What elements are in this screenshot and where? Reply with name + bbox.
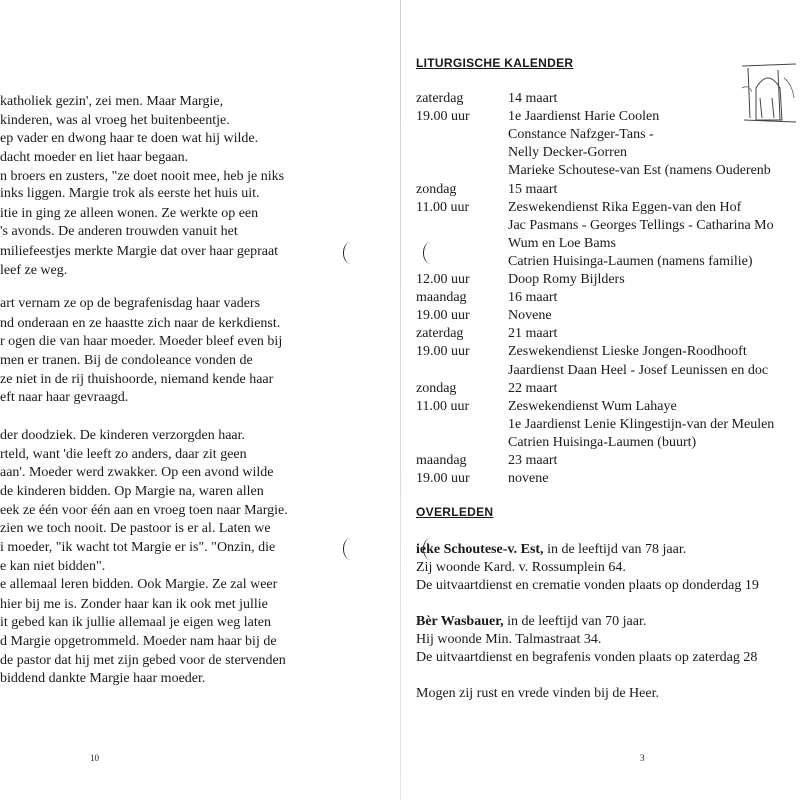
deceased-entry-1-header — [416, 542, 686, 558]
deceased-name: Bèr Wasbauer, — [416, 614, 504, 629]
story-line: aan'. Moeder werd zwakker. Op een avond wilde — [0, 465, 274, 480]
story-line: leef ze weg. — [0, 263, 68, 278]
story-line: rteld, want 'die leeft zo anders, daar zit geen — [0, 447, 247, 462]
calendar-entry: Constance Nafzger-Tans - — [508, 127, 654, 143]
story-line: biddend dankte Margie haar moeder. — [0, 671, 206, 686]
story-line: art vernam ze op de begrafenisdag haar vaders — [0, 296, 261, 311]
story-line: dacht moeder en liet haar begaan. — [0, 150, 189, 165]
story-line: ze niet in de rij thuishoorde, niemand kende haar — [0, 372, 274, 387]
calendar-time-label: 19.00 uur — [416, 344, 470, 360]
deceased-age: in de leeftijd van 70 jaar. — [503, 614, 647, 629]
story-line: d Margie opgetrommeld. Moeder nam haar bij de — [0, 634, 277, 649]
story-line: r ogen die van haar moeder. Moeder bleef even bij — [0, 334, 283, 349]
story-line: 's avonds. De anderen trouwden vanuit het — [0, 224, 238, 239]
calendar-entry: 22 maart — [508, 380, 558, 396]
story-line: miliefeestjes merkte Margie dat over haar gepraat — [0, 244, 279, 259]
story-line: i moeder, "ik wacht tot Margie er is". "Onzin, die — [0, 540, 276, 555]
story-line: zien we toch nooit. De pastoor is er al. Laten we — [0, 521, 271, 536]
calendar-time-label: 19.00 uur — [416, 471, 470, 487]
page-number-left: 10 — [90, 753, 99, 763]
calendar-entry: 23 maart — [508, 453, 558, 468]
calendar-entry: Wum en Loe Bams — [508, 235, 616, 251]
calendar-entry: Zeswekendienst Wum Lahaye — [508, 398, 677, 414]
deceased-address: Hij woonde Min. Talmastraat 34. — [416, 632, 602, 647]
deceased-title: OVERLEDEN — [416, 505, 494, 519]
calendar-time-label: zondag — [416, 380, 457, 396]
calendar-entry: 1e Jaardienst Lenie Klingestijn-van der Meulen — [508, 416, 775, 432]
story-line: eft naar haar gevraagd. — [0, 390, 129, 405]
right-page — [400, 0, 800, 800]
calendar-time-label: zondag — [416, 181, 457, 197]
calendar-entry: 14 maart — [508, 91, 558, 106]
deceased-address: Zij woonde Kard. v. Rossumplein 64. — [416, 560, 626, 575]
story-line: eek ze één voor één aan en vroeg toen naar Margie. — [0, 503, 288, 518]
calendar-title: LITURGISCHE KALENDER — [416, 56, 574, 70]
calendar-time-label: 12.00 uur — [416, 272, 470, 287]
page-number-right: 3 — [640, 753, 645, 763]
calendar-entry: 15 maart — [508, 181, 558, 197]
story-line: itie in ging ze alleen wonen. Ze werkte op een — [0, 206, 259, 221]
story-line: inks liggen. Margie trok als eerste het huis uit. — [0, 186, 260, 201]
church-sketch-icon — [738, 58, 798, 128]
calendar-entry: Marieke Schoutese-van Est (namens Ouderenb — [508, 163, 771, 179]
story-line: men er tranen. Bij de condoleance vonden de — [0, 353, 253, 368]
punch-hole — [343, 242, 358, 264]
story-line: kinderen, was al vroeg het buitenbeentje. — [0, 113, 230, 128]
calendar-entry: Doop Romy Bijlders — [508, 272, 625, 287]
calendar-entry: Jaardienst Daan Heel - Josef Leunissen en doc — [508, 362, 769, 378]
calendar-time-label: maandag — [416, 290, 467, 306]
calendar-entry: Jac Pasmans - Georges Tellings - Catharina Mo — [508, 217, 774, 233]
calendar-entry: 21 maart — [508, 326, 558, 342]
story-line: der doodziek. De kinderen verzorgden haar. — [0, 428, 246, 443]
story-line: de pastor dat hij met zijn gebed voor de stervenden — [0, 653, 286, 668]
calendar-entry: 1e Jaardienst Harie Coolen — [508, 109, 660, 125]
deceased-service: De uitvaartdienst en begrafenis vonden plaats op zaterdag 28 — [416, 650, 758, 665]
story-line: e kan niet bidden". — [0, 559, 106, 574]
story-line: de kinderen bidden. Op Margie na, waren allen — [0, 484, 264, 499]
calendar-entry: Novene — [508, 308, 552, 324]
calendar-entry: novene — [508, 471, 549, 487]
calendar-time-label: 11.00 uur — [416, 199, 470, 215]
calendar-entry: Catrien Huisinga-Laumen (namens familie) — [508, 253, 753, 269]
story-line: ep vader en dwong haar te doen wat hij wilde. — [0, 131, 259, 146]
calendar-time-label: zaterdag — [416, 326, 464, 342]
story-line: katholiek gezin', zei men. Maar Margie, — [0, 94, 224, 109]
calendar-time-label: 19.00 uur — [416, 109, 470, 125]
calendar-entry: Zeswekendienst Rika Eggen-van den Hof — [508, 199, 742, 215]
calendar-entry: 16 maart — [508, 290, 558, 306]
calendar-time-label: 19.00 uur — [416, 308, 470, 324]
deceased-name: ieke Schoutese-v. Est, — [416, 542, 544, 557]
story-line: nd onderaan en ze haastte zich naar de kerkdienst. — [0, 316, 281, 331]
deceased-entry-2-header — [416, 614, 646, 630]
punch-hole — [343, 538, 358, 560]
calendar-entry: Nelly Decker-Gorren — [508, 145, 628, 161]
calendar-time-label: zaterdag — [416, 91, 464, 106]
calendar-time-label: 11.00 uur — [416, 398, 470, 414]
story-line: hier bij me is. Zonder haar kan ik ook met jullie — [0, 597, 268, 612]
deceased-age: in de leeftijd van 78 jaar. — [543, 542, 687, 557]
closing-blessing: Mogen zij rust en vrede vinden bij de Heer. — [416, 686, 659, 701]
story-line: n broers en zusters, "ze doet nooit mee, heb je niks — [0, 169, 285, 184]
calendar-entry: Zeswekendienst Lieske Jongen-Roodhooft — [508, 344, 747, 360]
calendar-entry: Catrien Huisinga-Laumen (buurt) — [508, 434, 697, 450]
story-line: it gebed kan ik jullie allemaal je eigen weg laten — [0, 615, 271, 630]
calendar-time-label: maandag — [416, 453, 467, 468]
deceased-service: De uitvaartdienst en crematie vonden plaats op donderdag 19 — [416, 578, 759, 593]
story-line: e allemaal leren bidden. Ook Margie. Ze zal weer — [0, 577, 278, 592]
